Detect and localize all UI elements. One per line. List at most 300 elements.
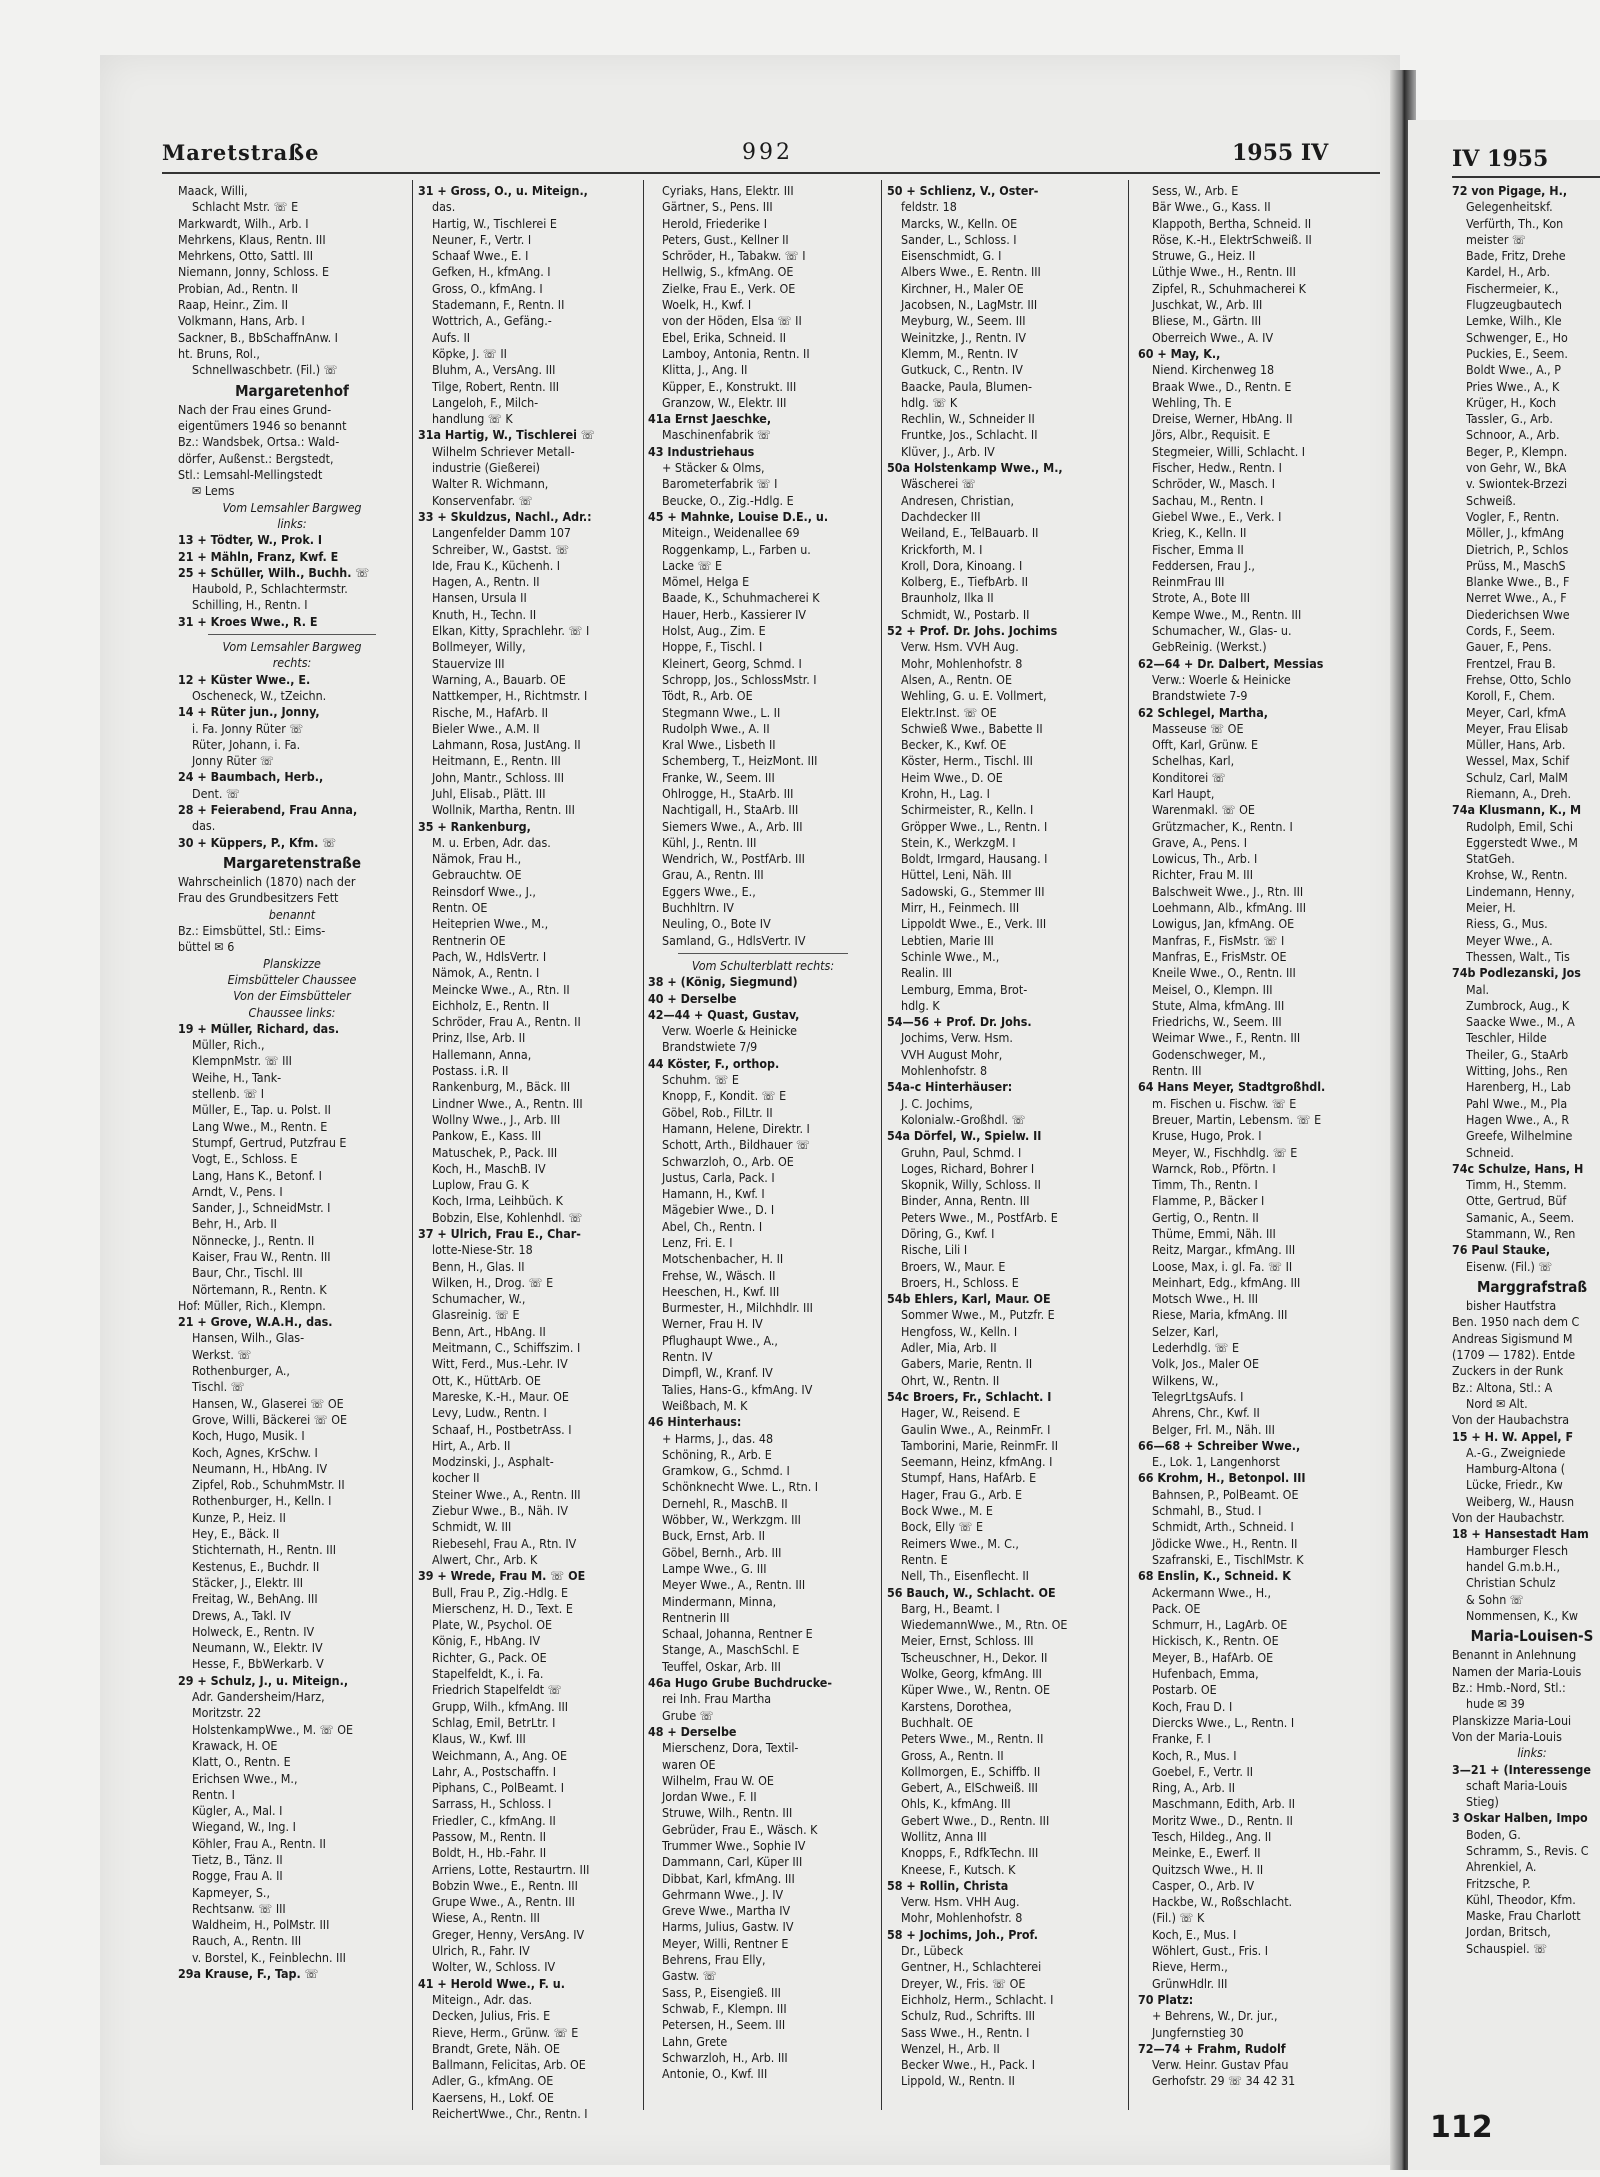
directory-entry: Holst, Aug., Zim. E	[662, 623, 766, 639]
directory-entry: 31 + Kroes Wwe., R. E	[178, 613, 318, 629]
directory-entry: Kneile Wwe., O., Rentn. III	[1152, 965, 1296, 981]
directory-entry: Schaal, Johanna, Rentner E	[662, 1626, 813, 1642]
directory-entry: Eimsbütteler Chaussee	[227, 971, 357, 987]
directory-entry: Gärtner, S., Pens. III	[662, 199, 773, 215]
directory-entry: Sadowski, G., Stemmer III	[901, 883, 1045, 899]
directory-entry: Braunholz, Ilka II	[901, 590, 994, 606]
directory-entry: Lowigus, Jan, kfmAng. OE	[1152, 916, 1295, 932]
directory-entry: Behr, H., Arb. II	[192, 1216, 277, 1232]
directory-entry: Stauervize III	[432, 655, 505, 671]
directory-entry: Pflughaupt Wwe., A.,	[662, 1332, 778, 1348]
directory-entry: Bull, Frau P., Zig.-Hdlg. E	[432, 1584, 569, 1600]
directory-entry: Saacke Wwe., M., A	[1466, 1014, 1575, 1030]
directory-entry: Konservenfabr. ☏	[432, 492, 533, 508]
directory-entry: Struwe, Wilh., Rentn. III	[662, 1805, 793, 1821]
directory-entry: Rentn. I	[192, 1786, 235, 1802]
directory-entry: Köpke, J. ☏ II	[432, 345, 507, 361]
directory-entry: Ohls, K., kfmAng. III	[901, 1796, 1011, 1812]
directory-entry: Broers, H., Schloss. E	[901, 1274, 1019, 1290]
directory-entry: Lindemann, Henny,	[1466, 883, 1575, 899]
directory-entry: Freitag, W., BehAng. III	[192, 1591, 318, 1607]
directory-entry: Schropp, Jos., SchlossMstr. I	[662, 671, 817, 687]
directory-entry: Meyer, Frau Elisab	[1466, 720, 1569, 736]
directory-entry: Kneese, F., Kutsch. K	[901, 1861, 1016, 1877]
directory-entry: Schwenger, E., Ho	[1466, 329, 1568, 345]
directory-entry: Tödt, R., Arb. OE	[662, 688, 753, 704]
directory-entry: Klüver, J., Arb. IV	[901, 443, 995, 459]
directory-entry: Gerhofstr. 29 ☏ 34 42 31	[1152, 2073, 1296, 2089]
directory-entry: A.-G., Zweigniede	[1466, 1444, 1566, 1460]
directory-entry: Bliese, M., Gärtn. III	[1152, 313, 1262, 329]
directory-entry: Richter, Frau M. III	[1152, 867, 1254, 883]
directory-entry: Rische, M., HafArb. II	[432, 704, 549, 720]
directory-entry: Puckies, E., Seem.	[1466, 345, 1568, 361]
directory-entry: Ahrenkiel, A.	[1466, 1859, 1537, 1875]
directory-entry: 46 Hinterhaus:	[648, 1414, 742, 1430]
directory-entry: Lemburg, Emma, Brot-	[901, 981, 1028, 997]
directory-entry: Schumacher, W.,	[432, 1291, 526, 1307]
directory-entry: 29 + Schulz, J., u. Miteign.,	[178, 1672, 349, 1688]
directory-entry: ReinmFrau III	[1152, 574, 1225, 590]
directory-entry: Maske, Frau Charlott	[1466, 1908, 1581, 1924]
directory-entry: Gabers, Marie, Rentn. II	[901, 1356, 1033, 1372]
directory-entry: Werkst. ☏	[192, 1346, 252, 1362]
directory-entry: Kapmeyer, S.,	[192, 1884, 270, 1900]
directory-entry: Hager, W., Reisend. E	[901, 1405, 1021, 1421]
directory-entry: Wehling, Th. E	[1152, 394, 1232, 410]
section-heading: Marggrafstraß	[1476, 1277, 1588, 1296]
directory-entry: Klappoth, Bertha, Schneid. II	[1152, 215, 1312, 231]
directory-entry: Hoppe, F., Tischl. I	[662, 639, 763, 655]
directory-entry: Vom Lemsahler Bargweg	[222, 639, 362, 655]
bottom-page-number: 112	[1430, 2110, 1493, 2145]
directory-entry: Müller, Hans, Arb.	[1466, 737, 1566, 753]
directory-entry: Talies, Hans-G., kfmAng. IV	[662, 1381, 813, 1397]
directory-entry: Teschler, Hilde	[1466, 1030, 1547, 1046]
directory-entry: Koroll, F., Chem.	[1466, 688, 1556, 704]
directory-entry: Dibbat, Karl, kfmAng. III	[662, 1870, 795, 1886]
directory-entry: Bz.: Eimsbüttel, Stl.: Eims-	[178, 923, 326, 939]
directory-entry: Wöhlert, Gust., Fris. I	[1152, 1943, 1269, 1959]
directory-entry: industrie (Gießerei)	[432, 460, 541, 476]
directory-entry: links:	[1517, 1745, 1547, 1761]
directory-entry: Pach, W., HdlsVertr. I	[432, 948, 547, 964]
directory-entry: Lowicus, Th., Arb. I	[1152, 851, 1258, 867]
section-divider	[208, 634, 376, 635]
directory-entry: Behrens, Frau Elly,	[662, 1952, 766, 1968]
directory-entry: Schelhas, Karl,	[1152, 753, 1235, 769]
directory-entry: 33 + Skuldzus, Nachl., Adr.:	[418, 508, 592, 524]
directory-entry: Hellwig, S., kfmAng. OE	[662, 264, 794, 280]
directory-column-3	[648, 183, 878, 2082]
directory-entry: 37 + Ulrich, Frau E., Char-	[418, 1226, 581, 1241]
directory-entry: Gentner, H., Schlachterei	[901, 1959, 1042, 1975]
column-divider	[881, 180, 882, 2110]
directory-entry: Tassler, G., Arb.	[1466, 411, 1553, 427]
directory-entry: Kollmorgen, E., Schiffb. II	[901, 1763, 1041, 1779]
directory-entry: Wessel, Max, Schif	[1466, 753, 1570, 769]
directory-entry: Neumann, W., Elektr. IV	[192, 1640, 323, 1656]
directory-entry: Eggers Wwe., E.,	[662, 883, 756, 899]
directory-entry: Nämok, Frau H.,	[432, 851, 522, 867]
directory-entry: stellenb. ☏ I	[192, 1086, 265, 1102]
directory-entry: Tamborini, Marie, ReinmFr. II	[901, 1437, 1059, 1453]
directory-entry: Konditorei ☏	[1152, 769, 1226, 785]
directory-entry: Verfürth, Th., Kon	[1466, 215, 1564, 231]
directory-entry: kocher II	[432, 1470, 480, 1486]
directory-entry: Lang, Hans K., Betonf. I	[192, 1167, 322, 1183]
directory-entry: Neuner, F., Vertr. I	[432, 231, 532, 247]
directory-entry: Schwieß Wwe., Babette II	[901, 720, 1043, 736]
directory-entry: Franke, F. I	[1152, 1731, 1211, 1747]
directory-entry: Quitzsch Wwe., H. II	[1152, 1861, 1264, 1877]
directory-entry: Kügler, A., Mal. I	[192, 1803, 283, 1819]
directory-entry: Kaiser, Frau W., Rentn. III	[192, 1249, 331, 1264]
directory-entry: Maack, Willi,	[178, 183, 248, 198]
directory-entry: Bz.: Hmb.-Nord, Stl.:	[1452, 1680, 1566, 1696]
directory-entry: Petersen, H., Seem. III	[662, 2017, 786, 2033]
directory-entry: (1709 — 1782). Entde	[1452, 1347, 1576, 1363]
directory-entry: Manfras, F., FisMstr. ☏ I	[1152, 932, 1285, 948]
directory-entry: Nord ✉ Alt.	[1466, 1395, 1528, 1411]
directory-entry: Samland, G., HdlsVertr. IV	[662, 932, 806, 948]
directory-entry: 64 Hans Meyer, Stadtgroßhdl.	[1138, 1079, 1326, 1095]
directory-entry: Von der Haubachstra	[1452, 1412, 1570, 1428]
directory-entry: Schwarzloh, O., Arb. OE	[662, 1153, 794, 1169]
directory-entry: Jochims, Verw. Hsm.	[901, 1030, 1013, 1046]
directory-entry: Ben. 1950 nach dem C	[1452, 1314, 1580, 1330]
directory-entry: Schröder, W., Masch. I	[1152, 476, 1276, 492]
directory-entry: Lippold, W., Rentn. II	[901, 2073, 1015, 2089]
directory-entry: Koch, H., MaschB. IV	[432, 1160, 546, 1176]
directory-entry: 60 + May, K.,	[1138, 345, 1221, 361]
directory-entry: Meyer, Carl, kfmA	[1466, 704, 1566, 720]
directory-entry: Meitmann, C., Schiffszim. I	[432, 1340, 581, 1356]
directory-entry: Balschweit Wwe., J., Rtn. III	[1152, 883, 1304, 899]
directory-entry: 54—56 + Prof. Dr. Johs.	[887, 1014, 1032, 1030]
directory-entry: Bobzin, Else, Kohlenhdl. ☏	[432, 1209, 583, 1225]
directory-entry: Karstens, Dorothea,	[901, 1698, 1012, 1714]
directory-entry: Wehling, G. u. E. Vollmert,	[901, 688, 1047, 704]
directory-entry: Hey, E., Bäck. II	[192, 1526, 280, 1542]
directory-entry: m. Fischen u. Fischw. ☏ E	[1152, 1095, 1297, 1111]
directory-entry: 50 + Schlienz, V., Oster-	[887, 183, 1039, 198]
directory-entry: 72 von Pigage, H.,	[1452, 183, 1568, 198]
directory-entry: Schröder, H., Tabakw. ☏ I	[662, 248, 806, 264]
directory-entry: Niend. Kirchenweg 18	[1152, 362, 1275, 378]
directory-entry: Cords, F., Seem.	[1466, 623, 1556, 639]
directory-entry: Schnellwaschbetr. (Fil.) ☏	[192, 362, 338, 378]
directory-entry: Lippoldt Wwe., E., Verk. III	[901, 916, 1047, 932]
directory-entry: Volk, Jos., Maler OE	[1152, 1356, 1259, 1372]
directory-entry: Reitz, Margar., kfmAng. III	[1152, 1242, 1296, 1258]
directory-entry: Richter, G., Pack. OE	[432, 1649, 547, 1665]
directory-entry: Greve Wwe., Martha IV	[662, 1903, 791, 1919]
directory-entry: Wahrscheinlich (1870) nach der	[178, 874, 356, 890]
directory-entry: Lebtien, Marie III	[901, 932, 994, 948]
directory-entry: Hamann, H., Kwf. I	[662, 1186, 765, 1202]
directory-entry: rei Inh. Frau Martha	[662, 1691, 772, 1707]
directory-entry: Dietrich, P., Schlos	[1466, 541, 1569, 557]
directory-entry: 42—44 + Quast, Gustav,	[648, 1006, 800, 1022]
directory-entry: Langeloh, F., Milch-	[432, 394, 539, 410]
directory-entry: Drews, A., Takl. IV	[192, 1607, 291, 1623]
directory-entry: Sass, P., Eisengieß. III	[662, 1984, 781, 2000]
directory-entry: Friedrich Stapelfeldt ☏	[432, 1682, 562, 1698]
directory-entry: Manfras, E., FrisMstr. OE	[1152, 948, 1287, 964]
directory-entry: Karl Haupt,	[1152, 785, 1215, 801]
directory-entry: Chaussee links:	[248, 1004, 336, 1020]
directory-entry: Motschenbacher, H. II	[662, 1251, 784, 1267]
directory-entry: Ohlrogge, H., StaArb. III	[662, 785, 794, 801]
directory-entry: Waldheim, H., PolMstr. III	[192, 1917, 330, 1933]
directory-entry: Breuer, Martin, Lebensm. ☏ E	[1152, 1111, 1322, 1127]
directory-entry: Alwert, Chr., Arb. K	[432, 1551, 538, 1567]
directory-entry: Hackbe, W., Roßschlacht.	[1152, 1894, 1293, 1910]
directory-entry: Wilkens, W.,	[1152, 1372, 1219, 1388]
directory-entry: Rentnerin III	[662, 1609, 730, 1625]
directory-entry: Granzow, W., Elektr. III	[662, 394, 787, 410]
directory-entry: Gramkow, G., Schmd. I	[662, 1463, 790, 1479]
directory-entry: Kunze, P., Heiz. II	[192, 1509, 286, 1525]
directory-entry: Maschmann, Edith, Arb. II	[1152, 1796, 1296, 1812]
directory-entry: Gutkuck, C., Rentn. IV	[901, 362, 1023, 378]
directory-entry: Bobzin Wwe., E., Rentn. III	[432, 1877, 578, 1893]
directory-entry: Mömel, Helga E	[662, 574, 750, 590]
directory-entry: Meier, Ernst, Schloss. III	[901, 1633, 1034, 1649]
directory-entry: Möller, J., kfmAng	[1466, 525, 1565, 541]
directory-entry: Frentzel, Frau B.	[1466, 655, 1556, 671]
directory-entry: 54c Broers, Fr., Schlacht. I	[887, 1388, 1052, 1404]
directory-entry: Schneid.	[1466, 1144, 1514, 1160]
directory-entry: Stademann, F., Rentn. II	[432, 297, 565, 313]
directory-entry: 3—21 + (Interessenge	[1452, 1761, 1591, 1777]
directory-entry: v. Swiontek-Brzezi	[1466, 476, 1568, 492]
directory-entry: Hengfoss, W., Kelln. I	[901, 1323, 1018, 1339]
directory-entry: Knuth, H., Techn. II	[432, 606, 537, 622]
directory-entry: Wiegand, W., Ing. I	[192, 1819, 296, 1835]
page-number: 992	[742, 140, 793, 165]
directory-entry: Hager, Frau G., Arb. E	[901, 1486, 1023, 1502]
directory-entry: Oberreich Wwe., A. IV	[1152, 329, 1274, 345]
directory-entry: Riese, Maria, kfmAng. III	[1152, 1307, 1288, 1323]
directory-entry: Neumann, H., HbAng. IV	[192, 1460, 328, 1476]
directory-entry: Meinhart, Edg., kfmAng. III	[1152, 1274, 1301, 1290]
directory-entry: Gebert, A., ElSchweiß. III	[901, 1780, 1038, 1796]
directory-entry: 30 + Küppers, P., Kfm. ☏	[178, 834, 337, 850]
directory-entry: Köhler, Frau A., Rentn. II	[192, 1835, 326, 1851]
directory-entry: 56 Bauch, W., Schlacht. OE	[887, 1584, 1056, 1600]
directory-entry: Harms, Julius, Gastw. IV	[662, 1919, 794, 1935]
directory-entry: Bär Wwe., G., Kass. II	[1152, 199, 1271, 215]
directory-entry: Jordan Wwe., F. II	[662, 1789, 757, 1805]
directory-entry: Gertig, O., Rentn. II	[1152, 1209, 1259, 1225]
directory-entry: Wottrich, A., Gefäng.-	[432, 313, 552, 329]
directory-entry: Theiler, G., StaArb	[1466, 1046, 1569, 1062]
directory-entry: Moritz Wwe., D., Rentn. II	[1152, 1812, 1293, 1828]
directory-entry: Hirt, A., Arb. II	[432, 1437, 511, 1453]
directory-entry: Meisel, O., Klempn. III	[1152, 981, 1273, 997]
directory-entry: Diercks Wwe., L., Rentn. I	[1152, 1714, 1295, 1730]
directory-entry: Hansen, Wilh., Glas-	[192, 1330, 305, 1346]
directory-entry: Krickforth, M. I	[901, 541, 983, 557]
directory-entry: Wilhelm Schriever Metall-	[432, 443, 575, 459]
directory-entry: Kempe Wwe., M., Rentn. III	[1152, 606, 1302, 622]
directory-entry: v. Borstel, K., Feinblechn. III	[192, 1949, 346, 1965]
directory-entry: Ulrich, R., Fahr. IV	[432, 1943, 530, 1959]
directory-entry: Flugzeugbautech	[1466, 297, 1562, 313]
directory-entry: Weiland, E., TelBauarb. II	[901, 525, 1039, 541]
directory-entry: Struwe, G., Heiz. II	[1152, 248, 1256, 264]
directory-entry: Koch, R., Mus. I	[1152, 1747, 1237, 1763]
directory-entry: Rankenburg, M., Bäck. III	[432, 1079, 571, 1095]
directory-entry: Riess, G., Mus.	[1466, 916, 1548, 932]
directory-entry: Kühl, J., Rentn. III	[662, 834, 757, 850]
directory-entry: von der Höden, Elsa ☏ II	[662, 313, 802, 329]
directory-entry: Verw. Hsm. VVH Aug.	[901, 639, 1019, 655]
directory-entry: rechts:	[272, 655, 312, 671]
directory-entry: Boden, G.	[1466, 1826, 1521, 1842]
directory-entry: Hamburger Flesch	[1466, 1542, 1569, 1558]
directory-column-4	[887, 183, 1119, 2090]
directory-entry: Baade, K., Schuhmacherei K	[662, 590, 820, 606]
directory-entry: Dent. ☏	[192, 785, 240, 801]
directory-entry: Weinitzke, J., Rentn. IV	[901, 329, 1027, 345]
directory-entry: Prüss, M., MaschS	[1466, 557, 1566, 573]
directory-entry: Riebesehl, Frau A., Rtn. IV	[432, 1535, 577, 1551]
directory-entry: Sackner, B., BbSchaffnAnw. I	[178, 329, 338, 345]
directory-entry: Heim Wwe., D. OE	[901, 769, 1003, 785]
directory-entry: Knopp, F., Kondit. ☏ E	[662, 1088, 787, 1104]
directory-entry: Greger, Henny, VersAng. IV	[432, 1926, 585, 1942]
directory-entry: Cyriaks, Hans, Elektr. III	[662, 183, 794, 198]
directory-entry: Barg, H., Beamt. I	[901, 1600, 1000, 1616]
directory-entry: Kaersens, H., Lokf. OE	[432, 2089, 554, 2105]
directory-entry: + Stäcker & Olms,	[662, 460, 765, 476]
directory-entry: ✉ Lems	[192, 483, 235, 499]
directory-entry: Ring, A., Arb. II	[1152, 1780, 1236, 1796]
directory-entry: Stute, Alma, kfmAng. III	[1152, 997, 1285, 1013]
directory-entry: Langenfelder Damm 107	[432, 525, 571, 541]
directory-entry: Weimar Wwe., F., Rentn. III	[1152, 1030, 1301, 1046]
directory-entry: 40 + Derselbe	[648, 990, 737, 1006]
directory-entry: Gastw. ☏	[662, 1968, 717, 1984]
directory-entry: 58 + Rollin, Christa	[887, 1877, 1009, 1893]
directory-entry: Planskizze Maria-Loui	[1452, 1712, 1572, 1728]
directory-entry: Ahrens, Chr., Kwf. II	[1152, 1405, 1260, 1421]
directory-entry: Mohr, Mohlenhofstr. 8	[901, 655, 1023, 671]
directory-entry: Dernehl, R., MaschB. II	[662, 1495, 788, 1511]
directory-entry: 74b Podlezanski, Jos	[1452, 965, 1581, 981]
directory-entry: Lenz, Fri. E. I	[662, 1235, 733, 1250]
directory-entry: Arndt, V., Pens. I	[192, 1183, 283, 1199]
directory-entry: Zumbrock, Aug., K	[1466, 997, 1570, 1013]
directory-entry: Köster, Herm., Tischl. III	[901, 753, 1033, 769]
directory-entry: Adler, Mia, Arb. II	[901, 1340, 997, 1356]
directory-entry: Justus, Carla, Pack. I	[662, 1169, 775, 1185]
running-head-street: Maretstraße	[162, 140, 320, 165]
section-heading: Maria-Louisen-S	[1470, 1627, 1594, 1646]
directory-entry: Gauer, F., Pens.	[1466, 639, 1552, 655]
directory-entry: HolstenkampWwe., M. ☏ OE	[192, 1721, 354, 1737]
directory-entry: Offt, Karl, Grünw. E	[1152, 737, 1259, 753]
directory-entry: 41 + Herold Wwe., F. u.	[418, 1975, 565, 1991]
directory-entry: 18 + Hansestadt Ham	[1452, 1526, 1589, 1542]
directory-entry: Schaaf Wwe., E. I	[432, 248, 529, 264]
directory-entry: Grau, A., Rentn. III	[662, 867, 764, 883]
directory-entry: 52 + Prof. Dr. Johs. Jochims	[887, 623, 1058, 639]
directory-entry: Gross, O., kfmAng. I	[432, 280, 543, 296]
directory-entry: Grupe Wwe., A., Rentn. III	[432, 1894, 575, 1910]
directory-entry: Grave, A., Pens. I	[1152, 834, 1247, 850]
directory-entry: Wenzel, H., Arb. II	[901, 2040, 1000, 2056]
directory-entry: Becker, K., Kwf. OE	[901, 737, 1007, 753]
directory-entry: Pack. OE	[1152, 1600, 1201, 1616]
directory-entry: Von der Haubachstr.	[1452, 1510, 1565, 1526]
directory-entry: Namen der Maria-Louis	[1452, 1663, 1582, 1679]
directory-entry: Dreise, Werner, HbAng. II	[1152, 411, 1293, 427]
directory-entry: Schreiber, W., Gastst. ☏	[432, 541, 570, 557]
directory-entry: 24 + Baumbach, Herb.,	[178, 769, 324, 785]
directory-entry: Gebrauchtw. OE	[432, 867, 522, 883]
directory-entry: Koch, Irma, Leihbüch. K	[432, 1193, 563, 1209]
directory-entry: Vom Lemsahler Bargweg	[222, 499, 362, 515]
directory-entry: Adr. Gandersheim/Harz,	[192, 1689, 325, 1705]
directory-entry: hdlg. K	[901, 997, 940, 1013]
directory-entry: büttel ✉ 6	[178, 939, 235, 955]
directory-entry: Antonie, O., Kwf. III	[662, 2066, 768, 2082]
directory-entry: Vogler, F., Rentn.	[1466, 508, 1560, 524]
directory-entry: Klatt, O., Rentn. E	[192, 1754, 291, 1770]
directory-entry: Reinsdorf Wwe., J.,	[432, 883, 536, 899]
directory-entry: Diederichsen Wwe	[1466, 606, 1570, 622]
section-heading: Margaretenhof	[235, 381, 349, 400]
directory-entry: Rogge, Frau A. II	[192, 1868, 283, 1884]
directory-entry: Buck, Ernst, Arb. II	[662, 1528, 766, 1544]
directory-entry: Jörs, Albr., Requisit. E	[1152, 427, 1271, 443]
directory-entry: Walter R. Wichmann,	[432, 476, 549, 492]
directory-entry: Bieler Wwe., A.M. II	[432, 720, 540, 736]
directory-entry: Dammann, Carl, Küper III	[662, 1854, 803, 1870]
directory-entry: Weihe, H., Tank-	[192, 1069, 282, 1085]
directory-entry: Kolonialw.-Großhdl. ☏	[901, 1111, 1026, 1127]
directory-entry: Fruntke, Jos., Schlacht. II	[901, 427, 1038, 443]
directory-entry: 74a Klusmann, K., M	[1452, 802, 1582, 818]
directory-entry: 66 Krohm, H., Betonpol. III	[1138, 1470, 1306, 1486]
directory-entry: Eichholz, E., Rentn. II	[432, 997, 550, 1013]
directory-entry: Schinle Wwe., M.,	[901, 948, 1000, 964]
directory-entry: Ebel, Erika, Schneid. II	[662, 329, 787, 345]
directory-entry: Weiberg, W., Hausn	[1466, 1493, 1575, 1509]
directory-entry: Von der Eimsbütteler	[233, 988, 351, 1004]
section-divider	[678, 953, 848, 954]
directory-entry: Kruse, Hugo, Prok. I	[1152, 1128, 1262, 1144]
directory-entry: 62 Schlegel, Martha,	[1138, 704, 1268, 720]
directory-entry: Masseuse ☏ OE	[1152, 720, 1244, 736]
directory-entry: Heeschen, H., Kwf. III	[662, 1283, 780, 1299]
directory-entry: 66—68 + Schreiber Wwe.,	[1138, 1437, 1301, 1453]
directory-entry: 54a-c Hinterhäuser:	[887, 1079, 1013, 1095]
directory-entry: KlempnMstr. ☏ III	[192, 1053, 292, 1069]
directory-entry: Wilken, H., Drog. ☏ E	[432, 1274, 554, 1290]
directory-entry: Bahnsen, P., PolBeamt. OE	[1152, 1486, 1299, 1502]
directory-entry: Ackermann Wwe., H.,	[1152, 1584, 1271, 1600]
directory-entry: Wiese, A., Rentn. III	[432, 1910, 540, 1926]
directory-entry: Herold, Friederike I	[662, 215, 767, 231]
directory-entry: Maschinenfabrik ☏	[662, 427, 771, 443]
directory-entry: Schweiß.	[1466, 492, 1516, 508]
directory-entry: 21 + Grove, W.A.H., das.	[178, 1314, 333, 1330]
